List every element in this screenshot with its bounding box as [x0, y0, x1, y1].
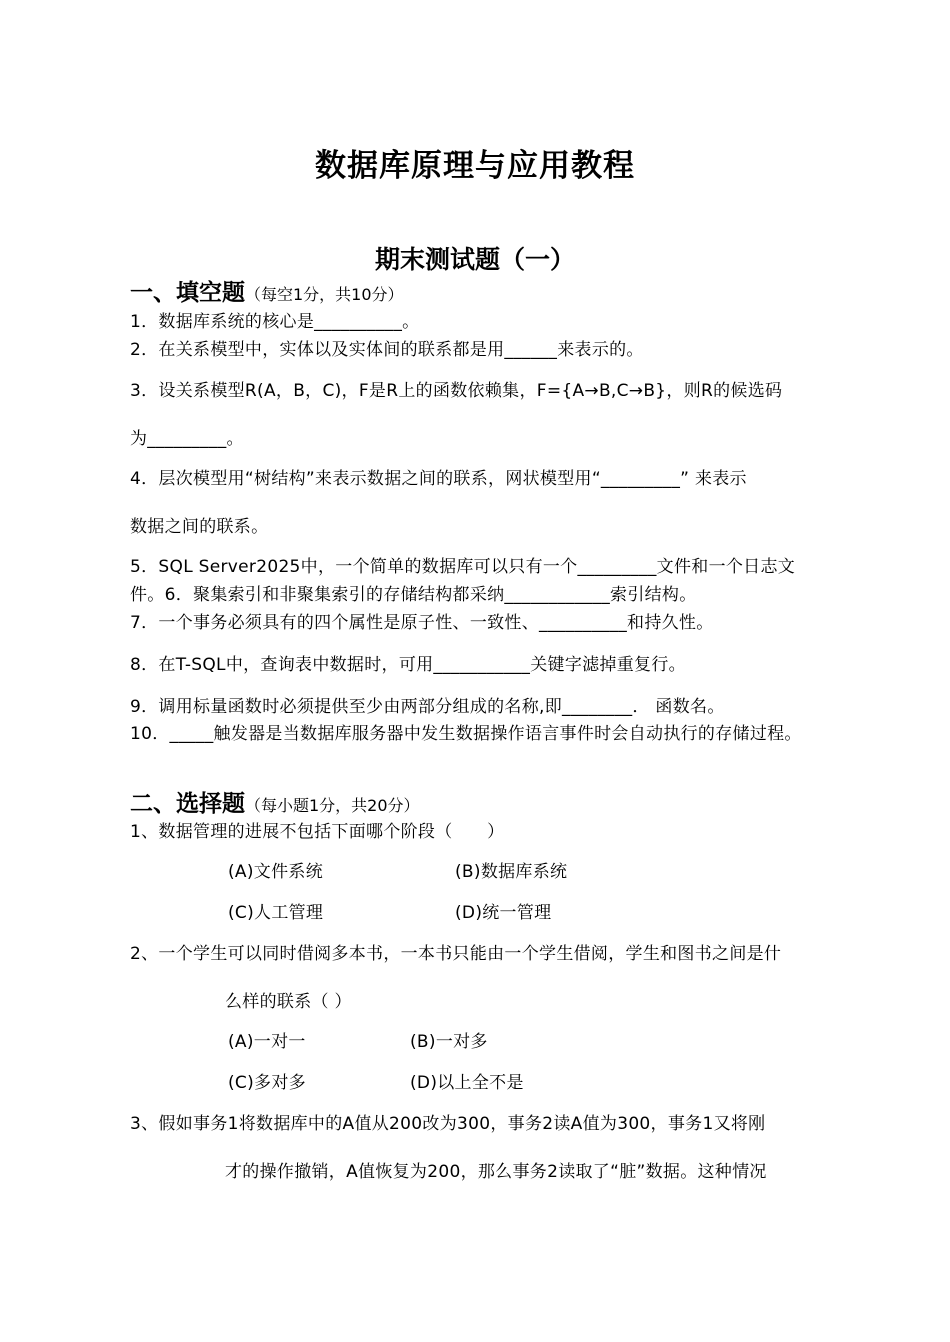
section-heading-choice — [130, 785, 420, 818]
choice-question-3-cont: 才的操作撤销，A值恢复为200，那么事务2读取了“脏”数据。这种情况 — [225, 1162, 767, 1182]
q2-option-a: (A)一对一 — [228, 1032, 306, 1052]
fill-question-8: 8．在T-SQL中，查询表中数据时，可用___________关键字滤掉重复行。 — [130, 655, 686, 675]
section-heading-fill-in — [130, 274, 404, 307]
choice-question-3: 3、假如事务1将数据库中的A值从200改为300，事务2读A值为300，事务1又将刚 — [130, 1114, 766, 1134]
section-title: 二、选择题 — [130, 791, 245, 817]
choice-question-1: 1、数据管理的进展不包括下面哪个阶段（ ） — [130, 822, 505, 842]
fill-question-1: 1．数据库系统的核心是__________。 — [130, 312, 420, 332]
section-score-note: （每小题1分，共20分） — [245, 796, 420, 815]
fill-question-3: 3．设关系模型R(A，B，C)，F是R上的函数依赖集，F={A→B,C→B}，则R的候选码 — [130, 381, 783, 401]
q2-option-c: (C)多对多 — [228, 1073, 306, 1093]
document-title: 数据库原理与应用教程 — [315, 148, 635, 184]
fill-question-4: 4．层次模型用“树结构”来表示数据之间的联系，网状模型用“_________” 来表示 — [130, 469, 747, 489]
q2-option-b: (B)一对多 — [410, 1032, 488, 1052]
q1-option-b: (B)数据库系统 — [455, 862, 568, 882]
q2-option-d: (D)以上全不是 — [410, 1073, 524, 1093]
fill-question-2: 2．在关系模型中，实体以及实体间的联系都是用______来表示的。 — [130, 340, 644, 360]
fill-question-5: 5．SQL Server2025中，一个简单的数据库可以只有一个_________文件和一个日志文 — [130, 557, 796, 577]
fill-question-3-cont: 为_________。 — [130, 429, 244, 449]
fill-question-7: 7．一个事务必须具有的四个属性是原子性、一致性、__________和持久性。 — [130, 613, 714, 633]
fill-question-5-6: 件。6．聚集索引和非聚集索引的存储结构都采纳____________索引结构。 — [130, 585, 697, 605]
section-score-note: （每空1分，共10分） — [245, 285, 404, 304]
choice-question-2-cont: 么样的联系（ ） — [225, 992, 352, 1012]
fill-question-9: 9．调用标量函数时必须提供至少由两部分组成的名称,即________． 函数名。 — [130, 697, 725, 717]
q1-option-d: (D)统一管理 — [455, 903, 552, 923]
q1-option-a: (A)文件系统 — [228, 862, 323, 882]
q1-option-c: (C)人工管理 — [228, 903, 324, 923]
fill-question-10: 10．_____触发器是当数据库服务器中发生数据操作语言事件时会自动执行的存储过程。 — [130, 724, 802, 744]
section-title: 一、填空题 — [130, 280, 245, 306]
exam-title: 期末测试题（一） — [374, 245, 575, 274]
fill-question-4-cont: 数据之间的联系。 — [130, 517, 269, 537]
choice-question-2: 2、一个学生可以同时借阅多本书，一本书只能由一个学生借阅，学生和图书之间是什 — [130, 944, 782, 964]
